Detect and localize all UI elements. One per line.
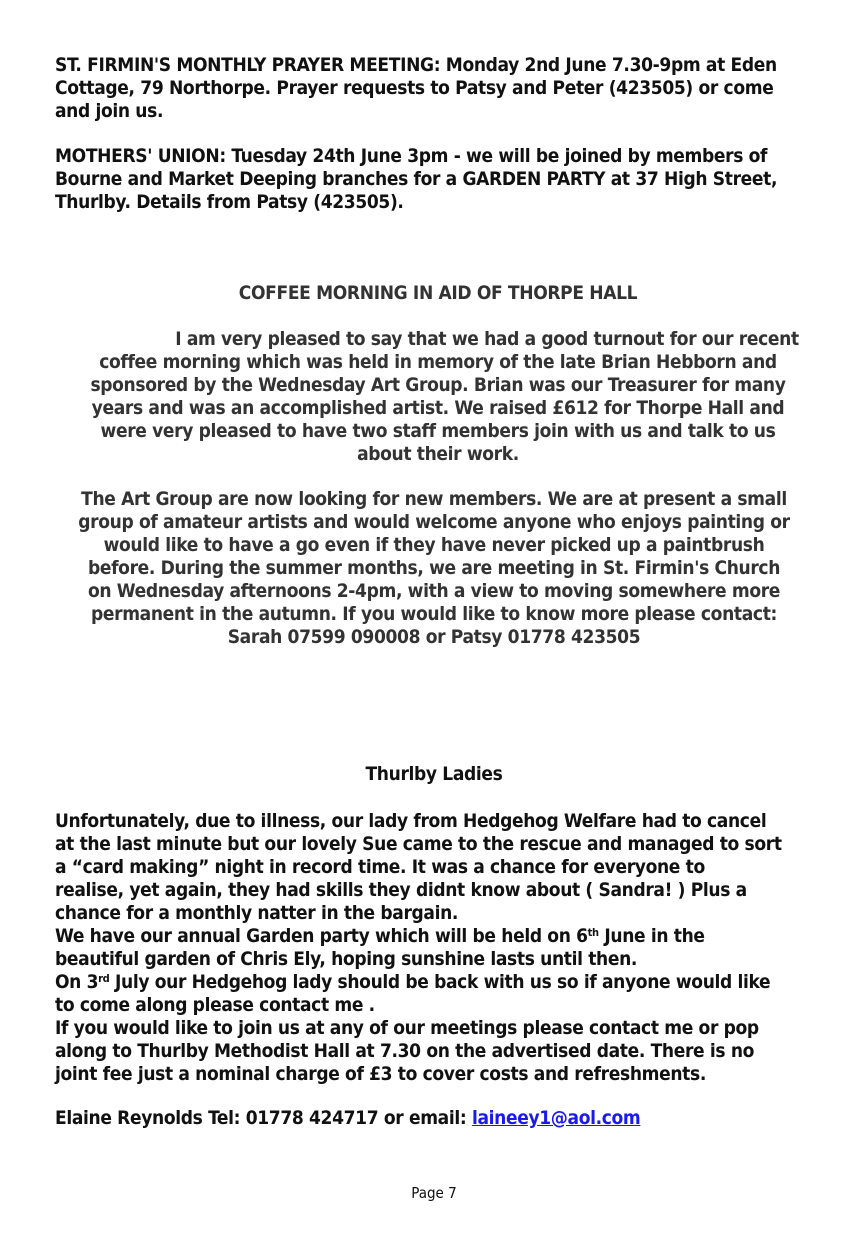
text-fragment: On 3: [55, 971, 99, 993]
text-line: The Art Group are now looking for new members. We are at present a small: [81, 488, 787, 510]
thurlby-ladies-title: [0, 763, 868, 786]
prayer-meeting-notice: [55, 54, 777, 123]
text-line: along to Thurlby Methodist Hall at 7.30 on the advertised date. There is no: [55, 1040, 755, 1062]
text-line: Unfortunately, due to illness, our lady from Hedgehog Welfare had to cancel: [55, 810, 767, 832]
text-line: on Wednesday afternoons 2-4pm, with a view to moving somewhere more: [87, 580, 781, 602]
text-line: years and was an accomplished artist. We raised £612 for Thorpe Hall and: [91, 397, 785, 419]
text-line: would like to have a go even if they have never picked up a paintbrush: [103, 534, 765, 556]
coffee-morning-paragraph-2: [0, 488, 868, 649]
ordinal-suffix: rd: [98, 972, 110, 985]
text-line: MOTHERS' UNION: Tuesday 24th June 3pm - we will be joined by members of: [55, 145, 768, 167]
contact-text: Elaine Reynolds Tel: 01778 424717 or email:: [55, 1107, 472, 1129]
text-line: joint fee just a nominal charge of £3 to cover costs and refreshments.: [55, 1063, 706, 1085]
text-line: a “card making” night in record time. It was a chance for everyone to: [55, 856, 705, 878]
section-heading: COFFEE MORNING IN AID OF THORPE HALL: [238, 282, 638, 304]
text-line: sponsored by the Wednesday Art Group. Brian was our Treasurer for many: [90, 374, 786, 396]
text-line: to come along please contact me .: [55, 994, 375, 1016]
text-line: If you would like to join us at any of our meetings please contact me or pop: [55, 1017, 759, 1039]
text-fragment: We have our annual Garden party which will be held on 6: [55, 925, 588, 947]
text-line: at the last minute but our lovely Sue came to the rescue and managed to sort: [55, 833, 782, 855]
text-line: I am very pleased to say that we had a good turnout for our recent: [175, 328, 799, 350]
mothers-union-notice: [55, 145, 777, 214]
text-line: Thurlby. Details from Patsy (423505).: [55, 191, 404, 213]
text-line: before. During the summer months, we are meeting in St. Firmin's Church: [87, 557, 781, 579]
coffee-morning-title: [0, 282, 868, 305]
contact-line: [55, 1107, 640, 1130]
text-line: were very pleased to have two staff members join with us and talk to us: [100, 420, 776, 442]
text-line: and join us.: [55, 100, 164, 122]
text-line: chance for a monthly natter in the bargain.: [55, 902, 459, 924]
text-fragment: June in the: [598, 925, 705, 947]
text-line: coffee morning which was held in memory of the late Brian Hebborn and: [99, 351, 777, 373]
text-line: group of amateur artists and would welcome anyone who enjoys painting or: [78, 511, 790, 533]
ordinal-suffix: th: [587, 926, 599, 939]
text-line: permanent in the autumn. If you would like to know more please contact:: [91, 603, 777, 625]
text-line: Cottage, 79 Northorpe. Prayer requests to Patsy and Peter (423505) or come: [55, 77, 774, 99]
text-line: Bourne and Market Deeping branches for a GARDEN PARTY at 37 High Street,: [55, 168, 778, 190]
section-heading: Thurlby Ladies: [365, 763, 503, 785]
hedgehog-line: [55, 971, 782, 994]
thurlby-ladies-paragraph-1: [55, 810, 782, 1086]
page-number: Page 7: [411, 1184, 457, 1202]
text-line: Sarah 07599 090008 or Patsy 01778 423505: [227, 626, 641, 648]
text-fragment: July our Hedgehog lady should be back with us so if anyone would like: [109, 971, 771, 993]
garden-party-line: [55, 925, 782, 948]
text-line: about their work.: [357, 443, 519, 465]
text-line: ST. FIRMIN'S MONTHLY PRAYER MEETING: Monday 2nd June 7.30-9pm at Eden: [55, 54, 777, 76]
email-link[interactable]: laineey1@aol.com: [471, 1107, 641, 1129]
text-line: beautiful garden of Chris Ely, hoping sunshine lasts until then.: [55, 948, 638, 970]
coffee-morning-paragraph-1: [0, 328, 868, 466]
text-line: realise, yet again, they had skills they didnt know about ( Sandra! ) Plus a: [55, 879, 747, 901]
